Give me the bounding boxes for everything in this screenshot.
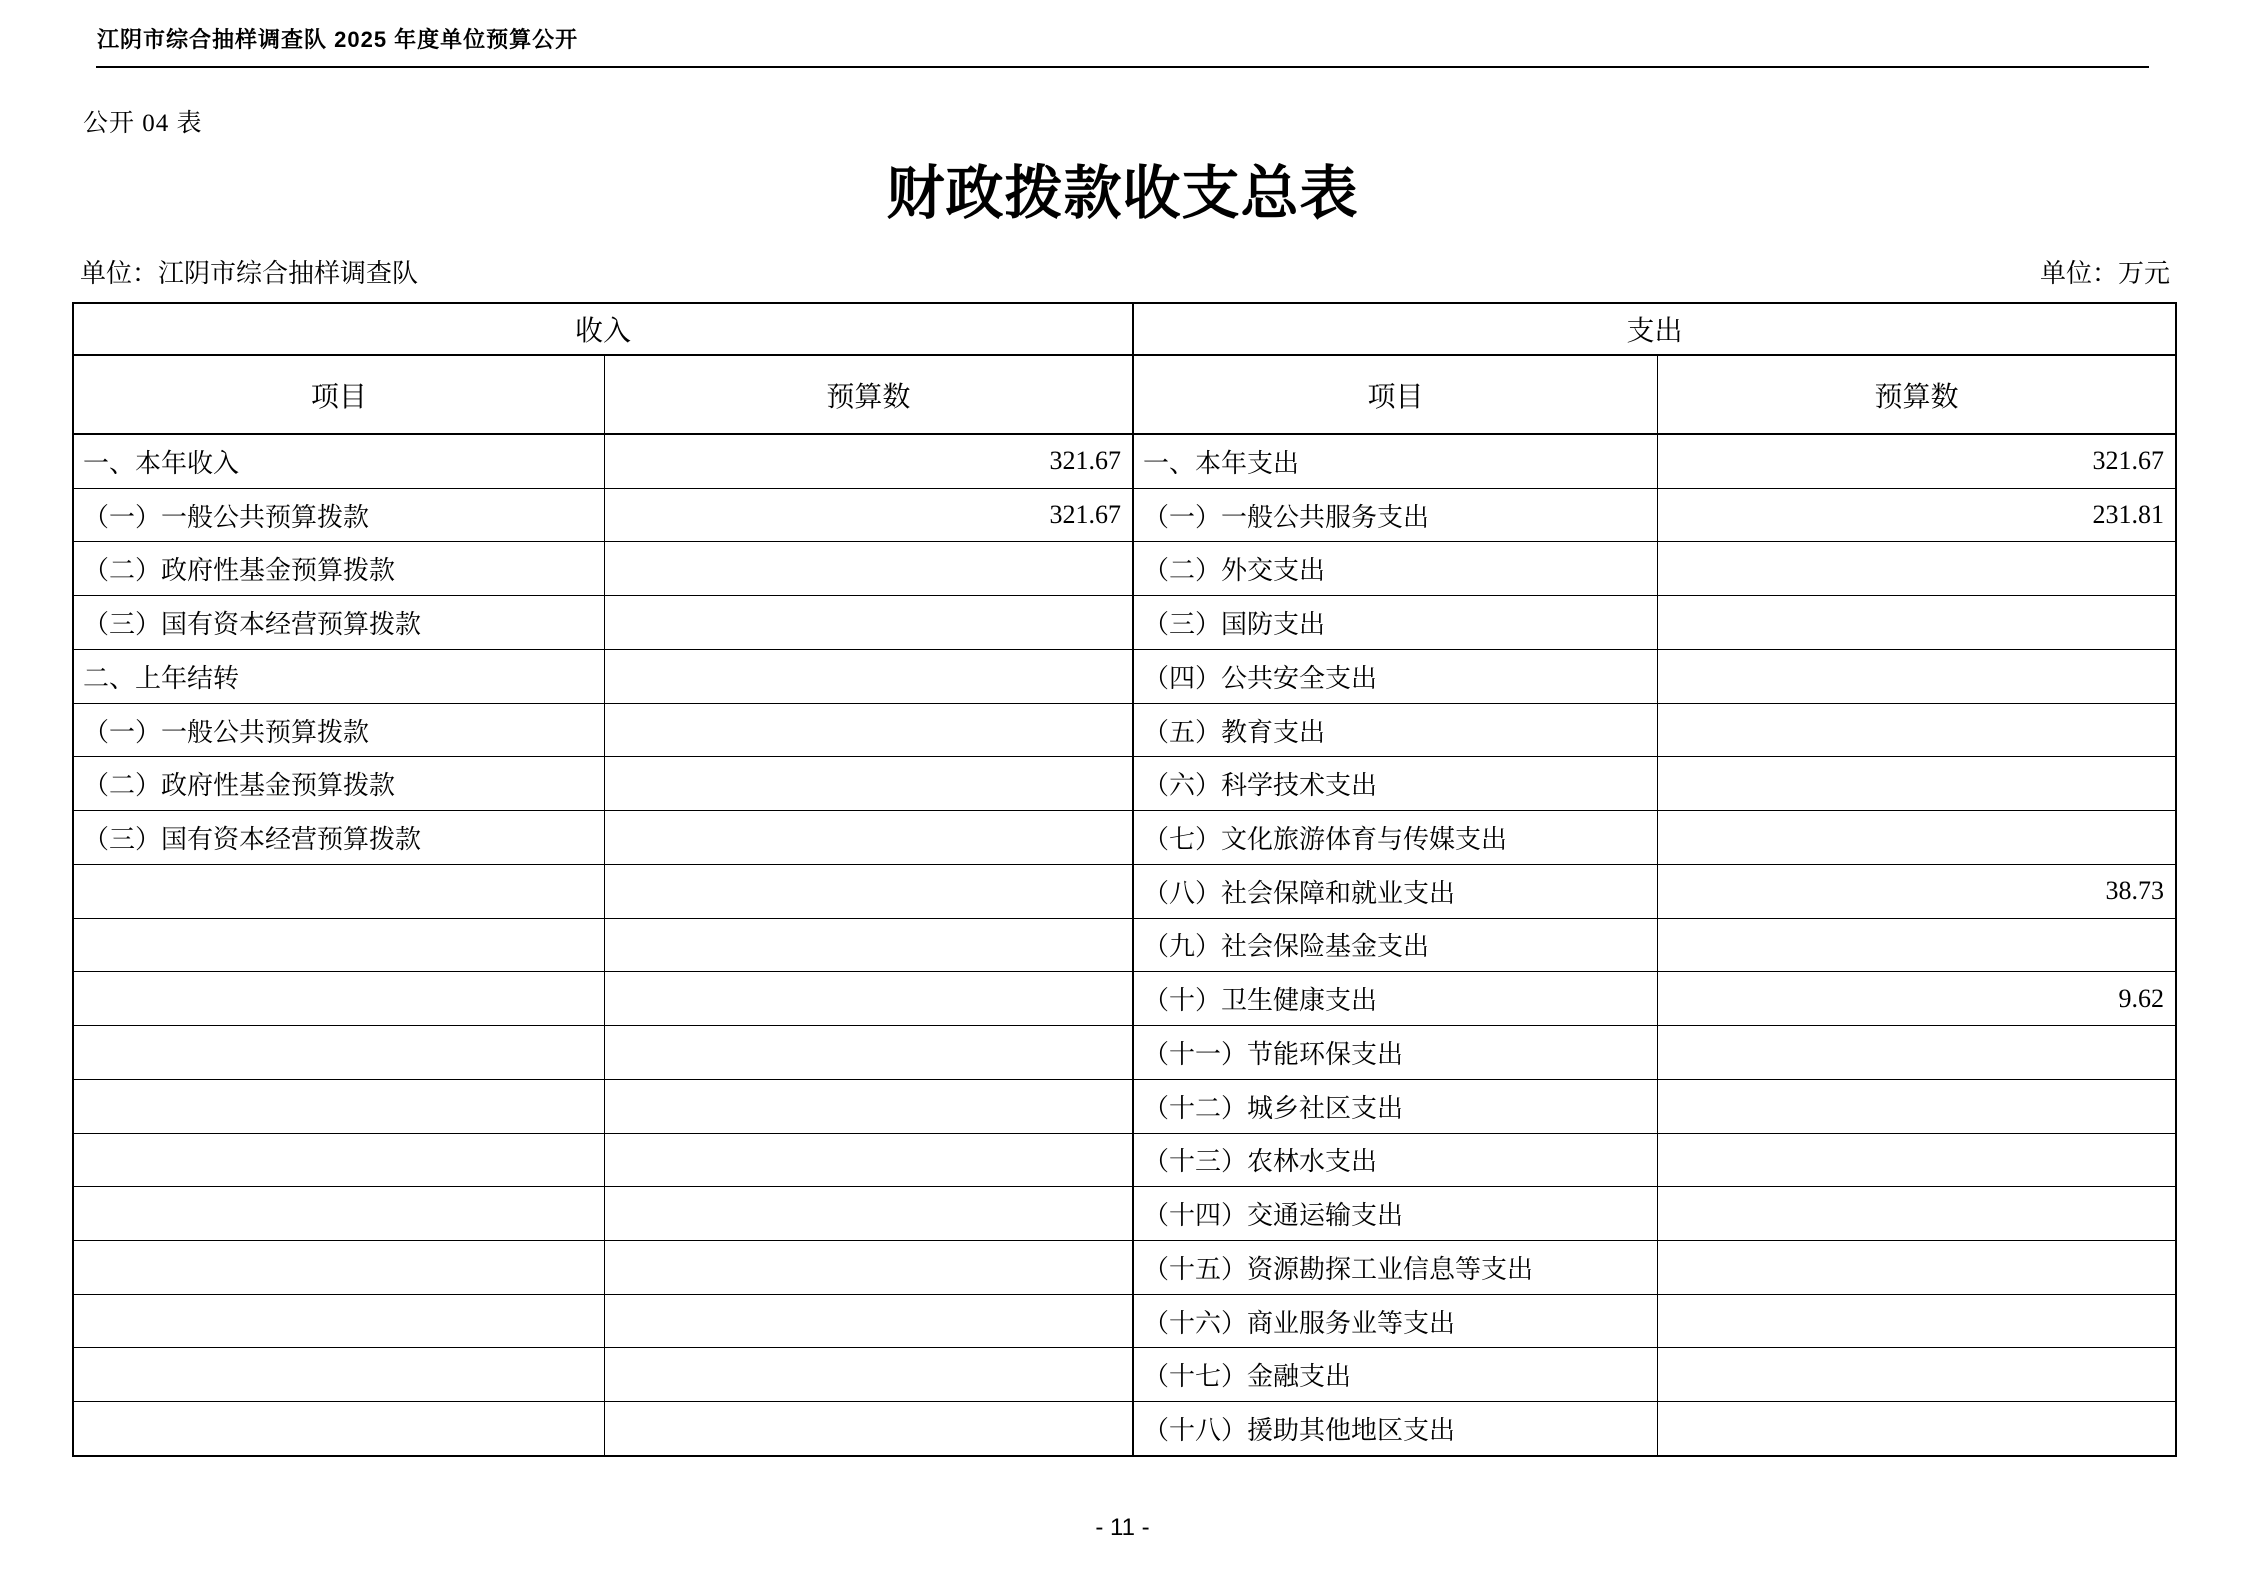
expense-item-cell: （五）教育支出 <box>1134 704 1658 757</box>
table-row <box>74 919 2175 973</box>
expense-item-cell: （九）社会保险基金支出 <box>1134 919 1658 972</box>
expense-item-cell: （十八）援助其他地区支出 <box>1134 1402 1658 1455</box>
income-value-cell <box>605 1026 1134 1079</box>
table-row <box>74 489 2175 543</box>
income-item-cell <box>74 1295 605 1348</box>
income-item-cell: （二）政府性基金预算拨款 <box>74 542 605 595</box>
unit-row <box>80 253 2170 290</box>
table-row <box>74 1241 2175 1295</box>
income-value-cell <box>605 650 1134 703</box>
expense-value-cell <box>1658 704 2175 757</box>
income-item-cell: （三）国有资本经营预算拨款 <box>74 596 605 649</box>
income-item-cell: （一）一般公共预算拨款 <box>74 704 605 757</box>
income-value-cell <box>605 1348 1134 1401</box>
income-item-cell <box>74 1348 605 1401</box>
expense-value-cell <box>1658 1241 2175 1294</box>
income-item-cell <box>74 1134 605 1187</box>
expense-item-cell: （十三）农林水支出 <box>1134 1134 1658 1187</box>
expense-value-cell: 231.81 <box>2092 500 2164 530</box>
expense-item-cell: （十四）交通运输支出 <box>1134 1187 1658 1240</box>
expense-value-cell <box>1658 596 2175 649</box>
expense-value-cell <box>1658 1026 2175 1079</box>
expense-item-cell: （一）一般公共服务支出 <box>1134 489 1658 542</box>
column-header-row <box>74 356 2175 435</box>
expense-value-cell <box>1658 919 2175 972</box>
table-row <box>74 1080 2175 1134</box>
table-row <box>74 1402 2175 1455</box>
expense-value-cell <box>1658 542 2175 595</box>
table-row <box>74 1295 2175 1349</box>
income-value-cell: 321.67 <box>605 489 1134 542</box>
income-item-cell <box>74 1187 605 1240</box>
expense-item-cell: （十）卫生健康支出 <box>1134 972 1658 1025</box>
income-value-cell <box>605 811 1134 864</box>
expense-item-cell: （十一）节能环保支出 <box>1134 1026 1658 1079</box>
expense-value-cell: 9.62 <box>2118 983 2164 1013</box>
income-value-cell <box>605 1241 1134 1294</box>
section-header-row <box>74 304 2175 356</box>
income-value-cell <box>605 865 1134 918</box>
table-row <box>74 865 2175 919</box>
expense-item-cell: （四）公共安全支出 <box>1134 650 1658 703</box>
income-value-cell <box>605 596 1134 649</box>
income-value-cell <box>605 542 1134 595</box>
expense-item-cell: （三）国防支出 <box>1134 596 1658 649</box>
income-item-cell <box>74 919 605 972</box>
income-item-cell: 二、上年结转 <box>74 650 605 703</box>
expense-value-cell <box>1658 1348 2175 1401</box>
income-value-cell <box>605 972 1134 1025</box>
expense-item-cell: （十五）资源勘探工业信息等支出 <box>1134 1241 1658 1294</box>
unit-name: 单位：江阴市综合抽样调查队 <box>80 259 419 288</box>
header-rule <box>96 66 2149 68</box>
table-label: 公开 04 表 <box>83 110 203 137</box>
budget-table <box>72 302 2177 1457</box>
expense-item-cell: （十二）城乡社区支出 <box>1134 1080 1658 1133</box>
income-item-header: 项目 <box>74 356 605 433</box>
expense-value-cell <box>1658 1295 2175 1348</box>
income-item-cell <box>74 1402 605 1455</box>
income-value-cell: 321.67 <box>605 435 1134 488</box>
expense-item-cell: （七）文化旅游体育与传媒支出 <box>1134 811 1658 864</box>
expense-section-header: 支出 <box>1626 316 1683 347</box>
document-title: 财政拨款收支总表 <box>886 161 1359 226</box>
income-value-cell <box>605 1402 1134 1455</box>
table-row <box>74 1026 2175 1080</box>
income-item-cell <box>74 972 605 1025</box>
expense-item-header: 项目 <box>1134 356 1658 433</box>
income-item-cell <box>74 1080 605 1133</box>
income-item-cell: （二）政府性基金预算拨款 <box>74 757 605 810</box>
expense-value-cell <box>1658 650 2175 703</box>
income-value-cell <box>605 1295 1134 1348</box>
table-row <box>74 1134 2175 1188</box>
table-row <box>74 1187 2175 1241</box>
income-item-cell: （一）一般公共预算拨款 <box>74 489 605 542</box>
income-value-cell <box>605 919 1134 972</box>
table-row <box>74 542 2175 596</box>
income-value-cell <box>605 1187 1134 1240</box>
page-header-title: 江阴市综合抽样调查队 2025 年度单位预算公开 <box>97 27 579 52</box>
table-row <box>74 704 2175 758</box>
expense-value-cell <box>1658 811 2175 864</box>
table-row <box>74 435 2175 489</box>
expense-value-cell: 321.67 <box>2092 446 2164 476</box>
table-row <box>74 972 2175 1026</box>
table-row <box>74 1348 2175 1402</box>
expense-item-cell: （八）社会保障和就业支出 <box>1134 865 1658 918</box>
table-row <box>74 757 2175 811</box>
income-value-cell <box>605 1134 1134 1187</box>
expense-value-cell <box>1658 1080 2175 1133</box>
income-budget-header: 预算数 <box>605 356 1134 433</box>
expense-item-cell: 一、本年支出 <box>1134 435 1658 488</box>
income-item-cell <box>74 1026 605 1079</box>
expense-item-cell: （十七）金融支出 <box>1134 1348 1658 1401</box>
income-section-header: 收入 <box>74 304 1134 354</box>
expense-value-cell <box>1658 1187 2175 1240</box>
expense-value-cell: 38.73 <box>2105 876 2164 906</box>
income-item-cell <box>74 1241 605 1294</box>
table-row <box>74 811 2175 865</box>
expense-value-cell <box>1658 1134 2175 1187</box>
expense-item-cell: （十六）商业服务业等支出 <box>1134 1295 1658 1348</box>
expense-value-cell <box>1658 757 2175 810</box>
expense-value-cell <box>1658 1402 2175 1455</box>
unit-currency: 单位：万元 <box>2039 259 2170 288</box>
page-number: - 11 - <box>1095 1514 1150 1541</box>
income-value-cell <box>605 757 1134 810</box>
table-row <box>74 596 2175 650</box>
expense-budget-header: 预算数 <box>1874 381 1959 413</box>
expense-item-cell: （六）科学技术支出 <box>1134 757 1658 810</box>
expense-item-cell: （二）外交支出 <box>1134 542 1658 595</box>
table-row <box>74 650 2175 704</box>
income-item-cell: （三）国有资本经营预算拨款 <box>74 811 605 864</box>
income-value-cell <box>605 704 1134 757</box>
income-item-cell <box>74 865 605 918</box>
income-item-cell: 一、本年收入 <box>74 435 605 488</box>
income-value-cell <box>605 1080 1134 1133</box>
